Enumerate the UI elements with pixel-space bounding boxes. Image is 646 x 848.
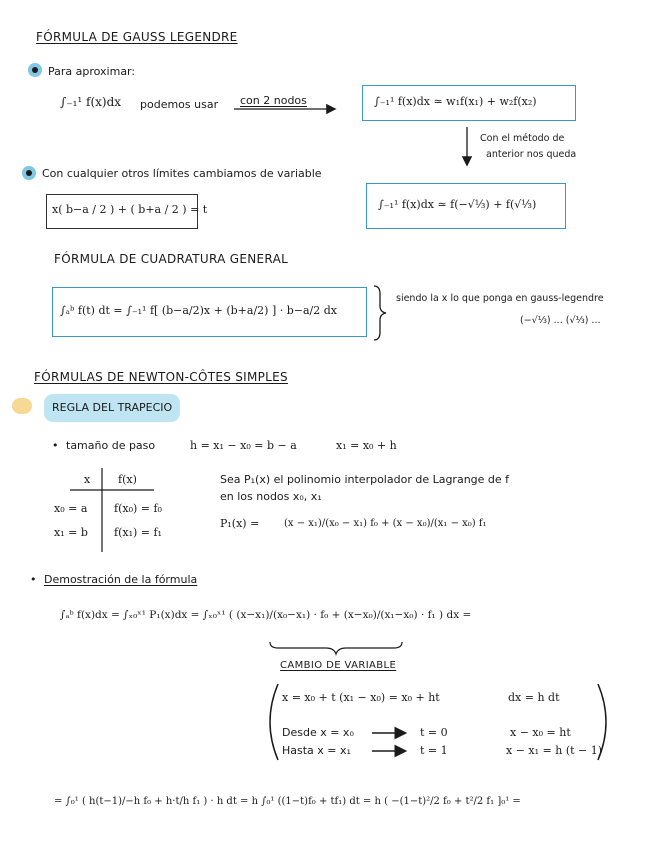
- demo-formula: ∫ₐᵇ f(x)dx = ∫ₓ₀ˣ¹ P₁(x)dx = ∫ₓ₀ˣ¹ ( (x−x₁)/(x₀−x₁) · f₀ + (x−x₀)/(x₁−x₀) · f₁ ) dx =: [60, 609, 472, 621]
- hasta-t: t = 1: [420, 744, 448, 757]
- p1-rhs: (x − x₁)/(x₀ − x₁) f₀ + (x − x₀)/(x₁ − x₀) f₁: [284, 518, 487, 529]
- hasta-label: Hasta x = x₁: [282, 744, 351, 757]
- paso-label: tamaño de paso: [66, 439, 156, 452]
- general-note-2: (−√⅓) ... (√⅓) ...: [520, 315, 601, 326]
- newton-title: FÓRMULAS DE NEWTON-CÔTES SIMPLES: [34, 370, 288, 384]
- method-note-2: anterior nos queda: [486, 149, 577, 160]
- right-paren-icon: [598, 684, 606, 760]
- table-cell: x₀ = a: [54, 502, 88, 515]
- demo-title: Demostración de la fórmula: [44, 573, 198, 586]
- desde-result: x − x₀ = ht: [510, 726, 571, 739]
- method-note-1: Con el método de: [480, 133, 565, 144]
- table-header-fx: f(x): [118, 473, 137, 486]
- general-note-1: siendo la x lo que ponga en gauss-legendre: [396, 293, 604, 304]
- left-paren-icon: [270, 684, 278, 760]
- paso-bullet: •: [52, 439, 59, 452]
- p1-lhs: P₁(x) =: [220, 517, 260, 530]
- gauss-box-1-formula: ∫₋₁¹ f(x)dx ≃ w₁f(x₁) + w₂f(x₂): [374, 95, 537, 108]
- table-cell: x₁ = b: [54, 526, 88, 539]
- trapecio-title: REGLA DEL TRAPECIO: [52, 401, 173, 414]
- integral-left: ∫₋₁¹ f(x)dx: [60, 95, 122, 109]
- general-title: FÓRMULA DE CUADRATURA GENERAL: [54, 252, 289, 266]
- x1-formula: x₁ = x₀ + h: [336, 439, 397, 452]
- desde-label: Desde x = x₀: [282, 726, 354, 739]
- cambio-dx: dx = h dt: [508, 691, 560, 704]
- table-cell: f(x₀) = f₀: [114, 502, 162, 515]
- final-line: = ∫₀¹ ( h(t−1)/−h f₀ + h·t/h f₁ ) · h dt = h ∫₀¹ ((1−t)f₀ + tf₁) dt = h ( −(1−t)²/2 f₀ + t²/2 f₁ ]₀¹ =: [54, 796, 521, 807]
- cambio-line-1: x = x₀ + t (x₁ − x₀) = x₀ + ht: [282, 691, 440, 704]
- con-2-nodos: con 2 nodos: [240, 94, 307, 107]
- table-cell: f(x₁) = f₁: [114, 526, 162, 539]
- table-header-x: x: [84, 473, 91, 486]
- right-brace-icon: [374, 286, 386, 340]
- underbrace-icon: [270, 642, 402, 654]
- cambio-title: CAMBIO DE VARIABLE: [280, 660, 397, 671]
- paso-formula: h = x₁ − x₀ = b − a: [190, 439, 297, 452]
- general-formula: ∫ₐᵇ f(t) dt = ∫₋₁¹ f[ (b−a/2)x + (b+a/2) ] · b−a/2 dx: [60, 304, 337, 317]
- lagrange-line-1: Sea P₁(x) el polinomio interpolador de Lagrange de f: [220, 473, 510, 486]
- lagrange-line-2: en los nodos x₀, x₁: [220, 490, 322, 503]
- demo-bullet: •: [30, 573, 37, 586]
- desde-t: t = 0: [420, 726, 448, 739]
- gauss-box-2-formula: ∫₋₁¹ f(x)dx ≃ f(−√⅓) + f(√⅓): [378, 198, 537, 211]
- hasta-result: x − x₁ = h (t − 1): [506, 744, 603, 757]
- bullet-para-aproximar: Para aproximar:: [48, 65, 136, 78]
- podemos-usar: podemos usar: [140, 98, 219, 111]
- gauss-title: FÓRMULA DE GAUSS LEGENDRE: [36, 30, 238, 44]
- change-variable-formula: x( b−a / 2 ) + ( b+a / 2 ) = t: [52, 203, 208, 216]
- bullet-cambio-variable: Con cualquier otros límites cambiamos de variable: [42, 167, 322, 180]
